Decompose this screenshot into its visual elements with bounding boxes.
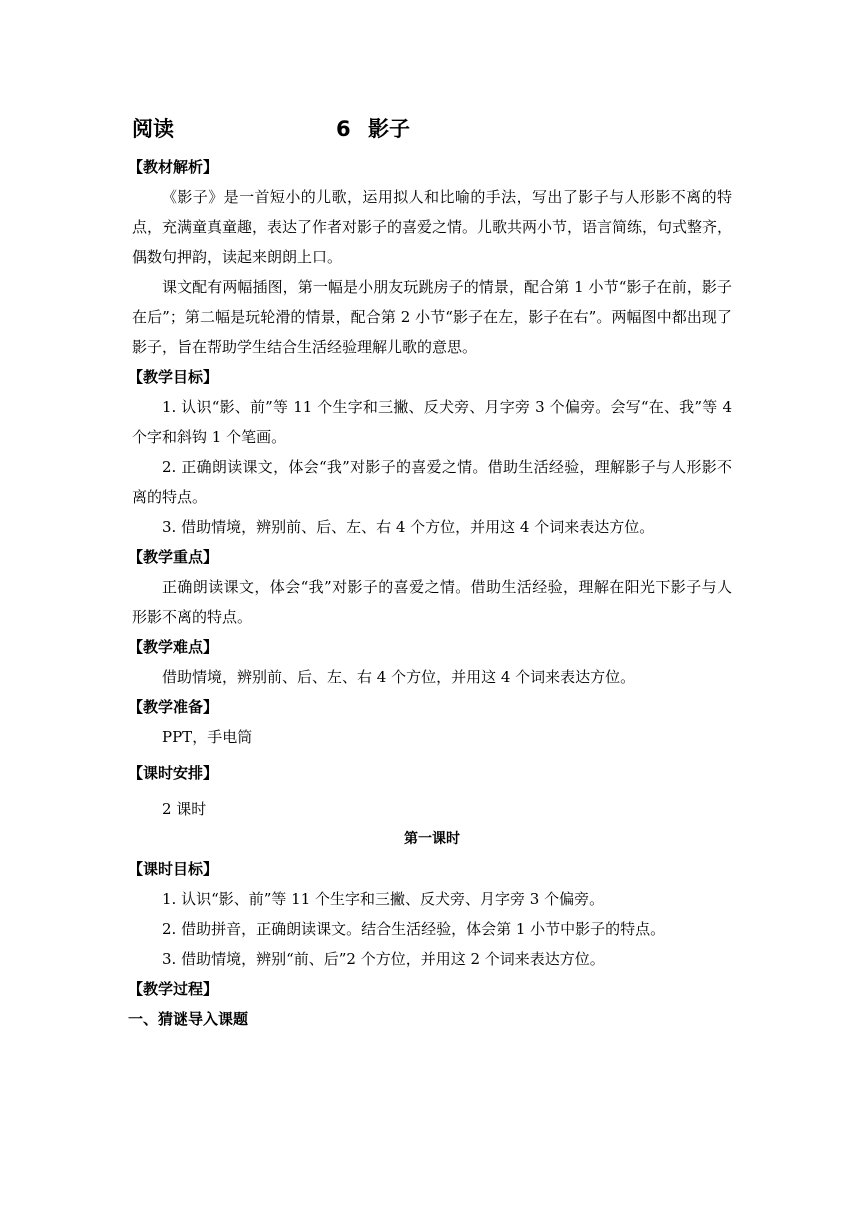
lesson1-goals-heading: 【课时目标】 bbox=[128, 860, 219, 878]
goal-item: 3. 借助情境，辨别前、后、左、右 4 个方位，并用这 4 个词来表达方位。 bbox=[162, 518, 655, 536]
lesson-title bbox=[132, 112, 732, 146]
preparation-paragraph: PPT，手电筒 bbox=[162, 728, 253, 746]
title-name: 影子 bbox=[368, 117, 410, 141]
analysis-paragraph: 《影子》是一首短小的儿歌，运用拟人和比喻的手法，写出了影子与人形影不离的特点，充满童真童趣，表达了作者对影子的喜爱之情。儿歌共两小节，语言简练，句式整齐，偶数句押韵，读起来朗朗上口。 bbox=[132, 188, 733, 266]
lesson1-goal-item: 2. 借助拼音，正确朗读课文。结合生活经验，体会第 1 小节中影子的特点。 bbox=[162, 920, 666, 938]
goal-item: 1. 认识“影、前”等 11 个生字和三撇、反犬旁、月字旁 3 个偏旁。会写“在、我”等 4 个字和斜钩 1 个笔画。 bbox=[132, 398, 732, 446]
preparation-heading: 【教学准备】 bbox=[128, 698, 219, 716]
document-page bbox=[128, 112, 733, 1034]
goals-heading: 【教学目标】 bbox=[128, 368, 219, 386]
process-step-heading: 一、猜谜导入课题 bbox=[128, 1010, 249, 1028]
key-points-heading: 【教学重点】 bbox=[128, 548, 219, 566]
lesson1-heading: 第一课时 bbox=[404, 831, 460, 847]
difficulties-paragraph: 借助情境，辨别前、后、左、右 4 个方位，并用这 4 个词来表达方位。 bbox=[162, 668, 636, 686]
difficulties-heading: 【教学难点】 bbox=[128, 638, 219, 656]
title-category: 阅读 bbox=[132, 117, 174, 141]
key-points-paragraph: 正确朗读课文，体会“我”对影子的喜爱之情。借助生活经验，理解在阳光下影子与人形影不离的特点。 bbox=[132, 578, 732, 626]
analysis-heading: 【教材解析】 bbox=[128, 158, 219, 176]
title-number: 6 bbox=[336, 117, 351, 141]
schedule-heading: 【课时安排】 bbox=[128, 764, 219, 782]
lesson1-goal-item: 3. 借助情境，辨别“前、后”2 个方位，并用这 2 个词来表达方位。 bbox=[162, 950, 605, 968]
process-heading: 【教学过程】 bbox=[128, 980, 219, 998]
lesson1-goal-item: 1. 认识“影、前”等 11 个生字和三撇、反犬旁、月字旁 3 个偏旁。 bbox=[162, 890, 605, 908]
analysis-paragraph: 课文配有两幅插图，第一幅是小朋友玩跳房子的情景，配合第 1 小节“影子在前，影子在后”；第二幅是玩轮滑的情景，配合第 2 小节“影子在左，影子在右”。两幅图中都出现了影子，旨在帮助学生结合生活经验理解儿歌的意思。 bbox=[132, 278, 732, 356]
goal-item: 2. 正确朗读课文，体会“我”对影子的喜爱之情。借助生活经验，理解影子与人形影不离的特点。 bbox=[132, 458, 732, 506]
schedule-paragraph: 2 课时 bbox=[162, 800, 207, 818]
